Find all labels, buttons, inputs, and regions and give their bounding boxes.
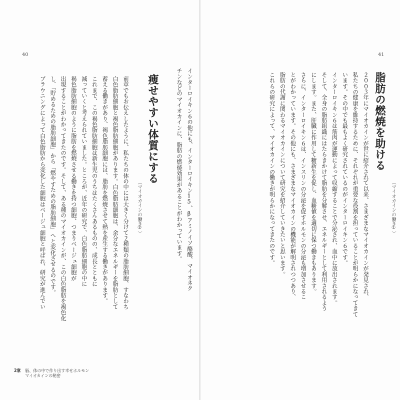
running-footer [14, 368, 89, 378]
text-line: とがわかっています。その他にも、さまざまなマイオカインの機能が解明されつつあり、 [289, 72, 296, 300]
text-line: これらの研究によって、マイオカインの働きが明らかになってきたのです。 [268, 72, 275, 266]
footer-line: 脳、体の中で作り出す幸せホルモン [25, 368, 90, 373]
body-text [36, 76, 130, 352]
text-line: にします。また、肝臓に作用して糖新生を促し、血糖値を適切に保つ働きもあります。 [309, 72, 316, 295]
section-subheading: （マイオカインの働き②） [137, 180, 142, 236]
right-page [200, 0, 400, 400]
text-line: 前章でもお伝えしたように、私たちの体の中には大きく分けて２種類の脂肪細胞、すなわち [122, 76, 128, 310]
text-line: し、「貯めるための脂肪細胞」から「燃やすための脂肪細胞」へと変化させるのです。 [49, 76, 56, 296]
section-subheading: （マイオカインの働き①） [391, 180, 396, 236]
page-number: 40 [22, 52, 29, 58]
text-line: ２００３年にマイオカインが世に紹介されて以来、さまざまなマイオカインが発見され、 [362, 72, 368, 300]
body-text [266, 72, 370, 350]
footer-line: マイオカインの秘密 [25, 373, 61, 378]
text-line: インターロイキン６の他にも、インターロイキン15、βアミノイソ酪酸、マイオネク [186, 68, 192, 292]
text-line: 白色脂肪細胞と褐色脂肪細胞があります。白色脂肪細胞は、余分なエネルギーを脂肪として [111, 76, 118, 310]
text-line: います。その中でも最もよく研究されているのがインターロイキン６です。 [341, 72, 348, 266]
text-line: そして、全身の脂肪組織にはたらきかけて脂肪を分解させ、エネルギーとして利用されるよう [320, 72, 327, 312]
text-line: 蓄える働きがあり、褐色脂肪細胞には、脂肪を燃焼させて熱を産生する働きがあります。 [101, 76, 108, 304]
section-heading: 痩せやすい体質にする [147, 74, 159, 184]
text-line: 出現することがわかってきたのです。そして、ある種のマイオカインが、この白色脂肪を褐色化 [59, 76, 66, 322]
chapter-label: 2章 [14, 368, 21, 373]
text-line: ブラウニングによって白色脂肪から変化した細胞はベージュ細胞と呼ばれ、研究が進んでい [38, 76, 45, 310]
text-line: インターロイキン６は筋肉が運動によって収縮することで分泌され、血中に放出されます。 [330, 72, 337, 306]
text-line: さらに、インターロイキン６は、インスリンの分泌を促すホルモンの分泌も増加させるこ [299, 72, 306, 300]
text-line: 脂肪の代謝に関わるマイオカインについて研究を紹介していきたいと思います。 [278, 72, 285, 278]
text-line: 私たちの健康を維持するために、それぞれが重要な役割を担っていることが明らかになってきて [351, 72, 358, 318]
text-line: これまで、この褐色脂肪細胞は新生児のうちはたくさんあるものの、成長とともに [90, 76, 97, 287]
text-line: 減っていくと考えられていました。ところが、近年の研究で、白色脂肪細胞の中に [80, 76, 87, 287]
intro-paragraph [173, 68, 194, 352]
text-line: チンなどのマイオカインに、脂肪の燃焼効果があることがわかっています。 [175, 68, 182, 262]
text-line: 褐色脂肪細胞のように脂肪を燃焼させる働きを持つ細胞、つまりベージュ細胞が [69, 76, 76, 282]
page-number: 41 [378, 52, 385, 58]
section-heading: 脂肪の燃焼を助ける [374, 72, 386, 171]
